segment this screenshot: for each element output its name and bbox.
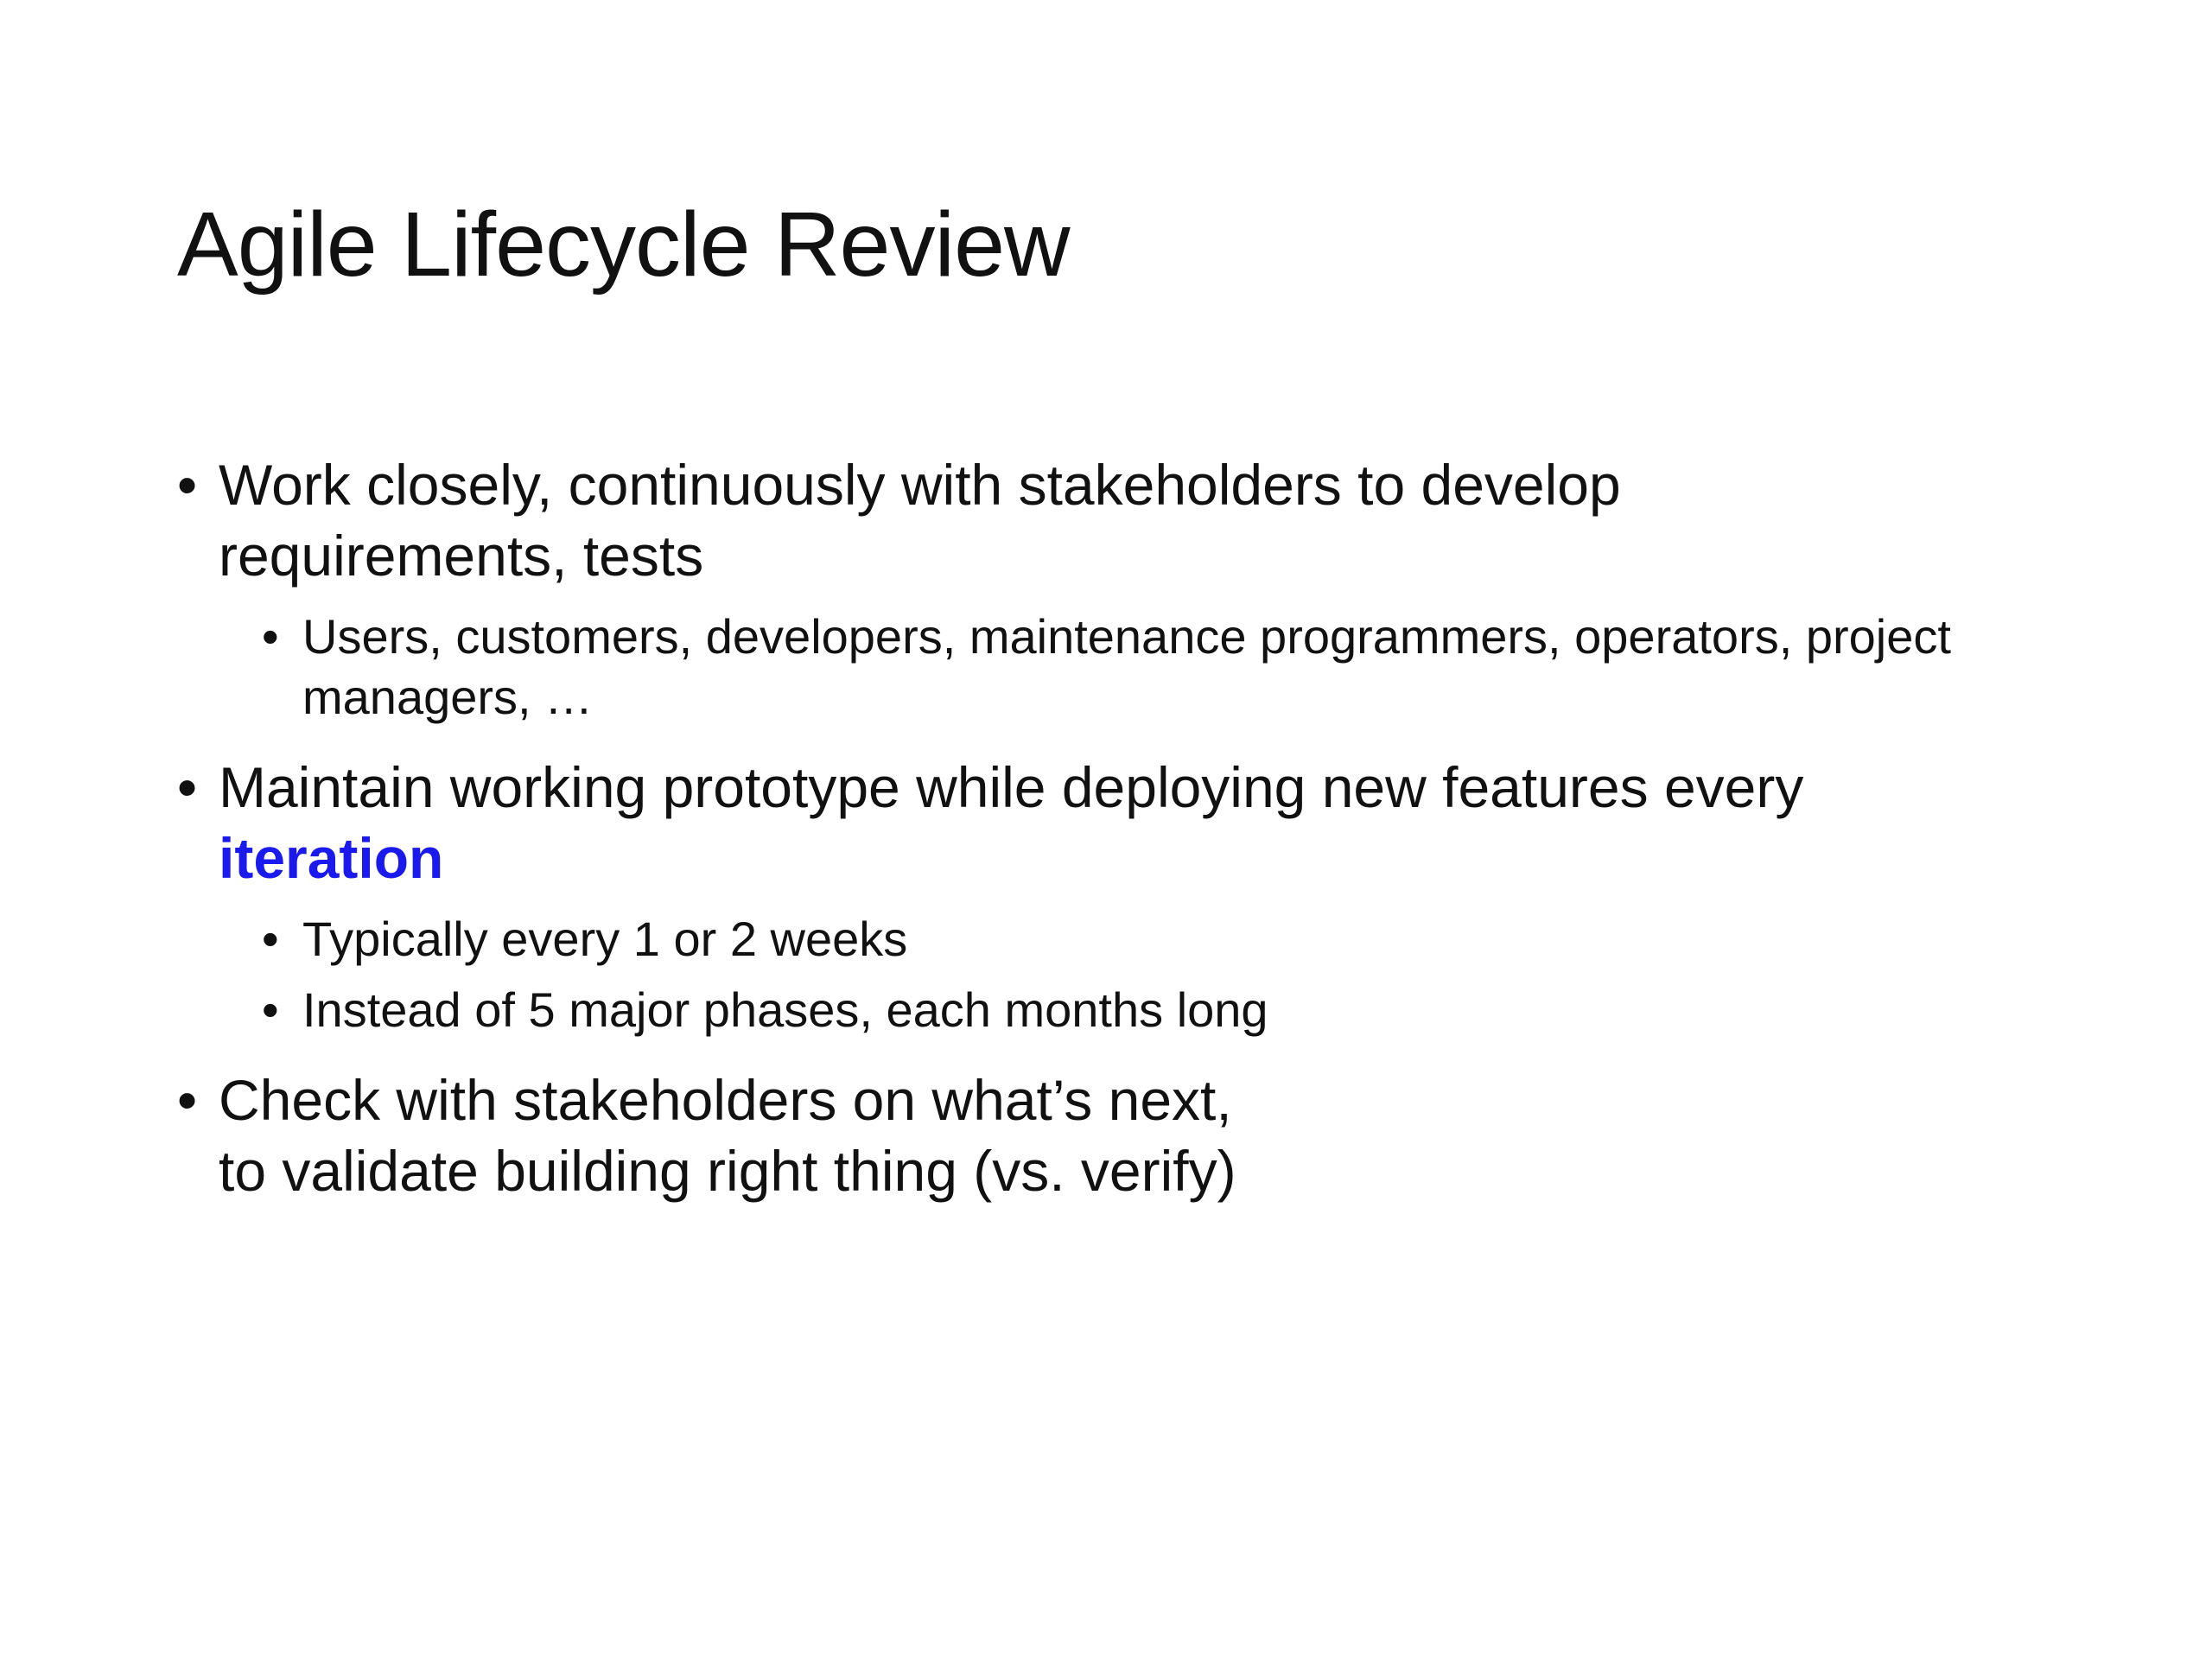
bullet-dot-icon: • (177, 755, 198, 819)
bullet-dot-icon: • (177, 1068, 198, 1132)
bullet-text-line: requirements, tests (219, 524, 704, 588)
iteration-highlight: iteration (219, 826, 444, 890)
bullet-dot-icon: • (177, 453, 198, 517)
bullet-item (177, 1065, 2078, 1206)
bullet-dot-icon: • (262, 982, 279, 1037)
bullet-text-line: Check with stakeholders on what’s next, (219, 1068, 1232, 1132)
sub-bullet-item (177, 607, 2078, 728)
sub-bullet-list (177, 909, 2078, 1040)
bullet-item (177, 449, 2078, 591)
bullet-dot-icon: • (262, 912, 279, 966)
sub-bullet-text-line: Users, customers, developers, maintenance programmers, operators, project (302, 609, 1951, 664)
sub-bullet-item (177, 980, 2078, 1040)
bullet-item (177, 752, 2078, 893)
bullet-text-line: Work closely, continuously with stakeholders to develop (219, 453, 1621, 517)
sub-bullet-text-line: Typically every 1 or 2 weeks (302, 912, 908, 966)
bullet-dot-icon: • (262, 609, 279, 664)
bullet-text-line: Maintain working prototype while deploying new features every (219, 755, 1804, 819)
sub-bullet-text-line: Instead of 5 major phases, each months long (302, 982, 1268, 1037)
slide-body (177, 449, 2078, 1222)
sub-bullet-list (177, 607, 2078, 728)
sub-bullet-text-line: managers, … (302, 670, 594, 724)
bullet-text-line: to validate building right thing (vs. verify) (219, 1139, 1236, 1203)
slide-title: Agile Lifecycle Review (177, 194, 1070, 296)
sub-bullet-item (177, 909, 2078, 969)
